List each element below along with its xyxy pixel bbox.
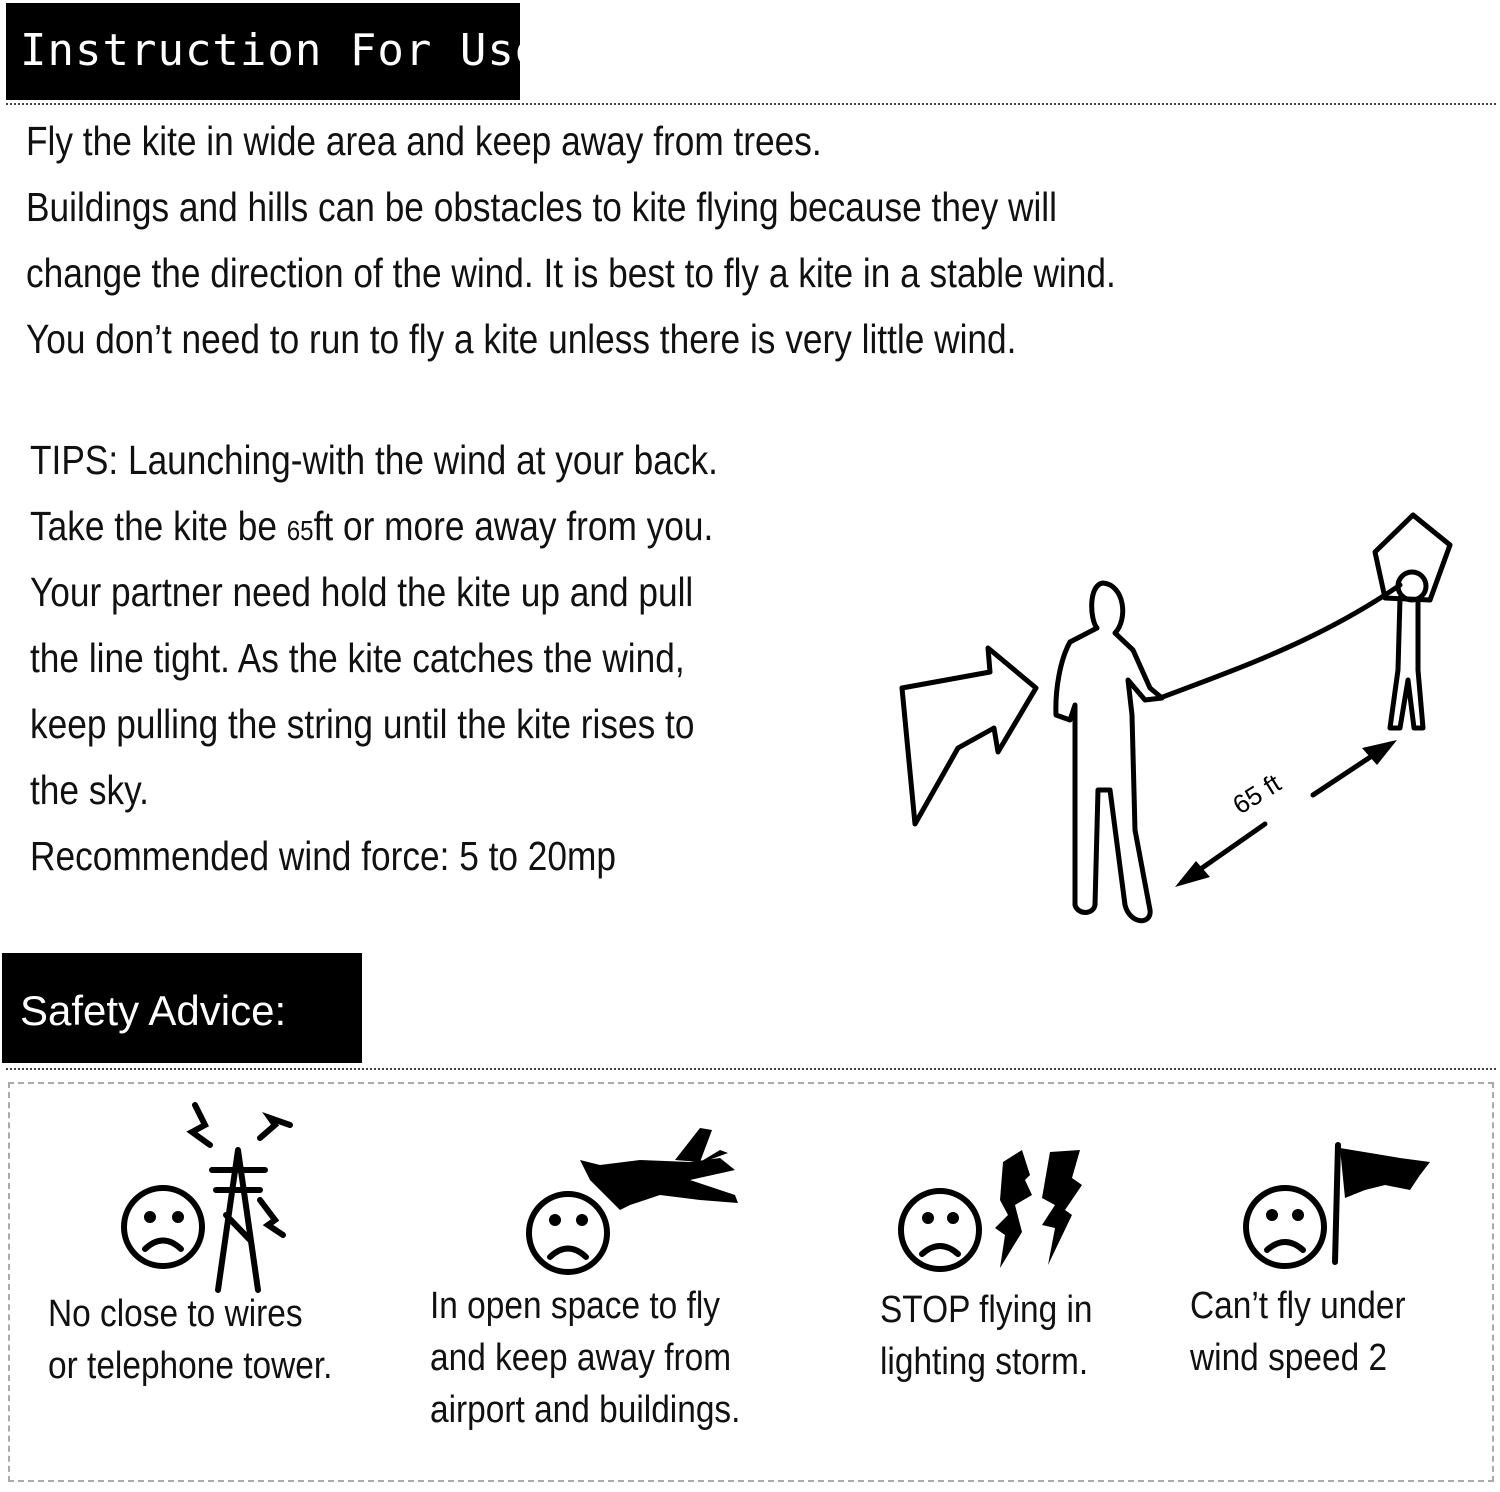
- instruction-title: Instruction For Use:: [20, 25, 570, 76]
- tips-line-4: the line tight. As the kite catches the wind,: [30, 635, 685, 681]
- telephone-tower-icon: [192, 1105, 290, 1290]
- tips-line-3: Your partner need hold the kite up and pull: [30, 569, 694, 615]
- sad-face-icon: [529, 1194, 607, 1272]
- caption-line: or telephone tower.: [48, 1345, 333, 1387]
- tips-distance-number: 65: [286, 515, 314, 546]
- distance-label: 65 ft: [1227, 767, 1287, 821]
- safety-caption-3: [880, 1284, 1093, 1388]
- caption-line: No close to wires: [48, 1293, 303, 1335]
- tips-line-7: Recommended wind force: 5 to 20mp: [30, 833, 617, 879]
- tips-line-6: the sky.: [30, 767, 149, 813]
- caption-line: wind speed 2: [1190, 1337, 1388, 1379]
- instruction-line-1: Fly the kite in wide area and keep away from trees.: [26, 118, 822, 164]
- caption-line: lighting storm.: [880, 1341, 1089, 1383]
- tips-line-5: keep pulling the string until the kite rises to: [30, 701, 695, 747]
- sad-face-icon: [1246, 1188, 1324, 1266]
- safety-caption-2: [430, 1280, 740, 1436]
- instruction-line-2: Buildings and hills can be obstacles to kite flying because they will: [26, 184, 1057, 230]
- airplane-icon: [580, 1128, 738, 1210]
- safety-title: Safety Advice:: [20, 987, 287, 1034]
- instruction-line-4: You don’t need to run to fly a kite unless there is very little wind.: [26, 316, 1017, 362]
- sad-face-icon: [124, 1188, 202, 1266]
- instruction-line-3: change the direction of the wind. It is best to fly a kite in a stable wind.: [26, 250, 1116, 296]
- sad-face-icon: [901, 1191, 979, 1269]
- safety-caption-4: [1190, 1280, 1406, 1384]
- tips-line-2-post: ft or more away from you.: [313, 503, 714, 549]
- flag-pole: [1335, 1145, 1338, 1262]
- caption-line: airport and buildings.: [430, 1389, 741, 1431]
- caption-line: and keep away from: [430, 1337, 732, 1379]
- caption-line: Can’t fly under: [1190, 1285, 1406, 1327]
- caption-line: STOP flying in: [880, 1289, 1093, 1331]
- tips-line-1: TIPS: Launching-with the wind at your back.: [30, 437, 718, 483]
- flag-icon: [1340, 1148, 1430, 1198]
- safety-caption-1: [48, 1288, 332, 1392]
- caption-line: In open space to fly: [430, 1285, 721, 1327]
- tips-line-2-pre: Take the kite be: [30, 503, 287, 549]
- lightning-icon: [995, 1150, 1082, 1268]
